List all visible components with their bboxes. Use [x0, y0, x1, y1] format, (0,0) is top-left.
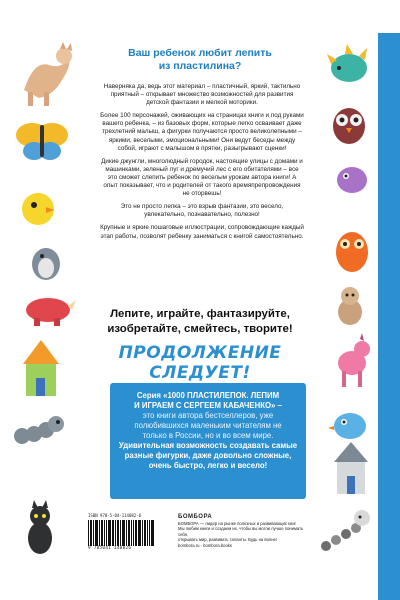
paragraph-5: Крупные и яркие пошаговые иллюстрации, сопровождающие каждый этап работы, позволят ребенку заниматься с книгой самостоятельно. — [100, 224, 304, 240]
publisher-line-4: bombora.ru · bombora.books — [178, 542, 232, 548]
isbn-text: ISBN 978-5-04-114082-6 — [88, 513, 141, 518]
clay-small-house-illustration — [330, 440, 372, 498]
clay-cat-illustration — [14, 40, 76, 110]
headline-line-1: Ваш ребенок любит лепить — [128, 47, 272, 59]
paragraph-2: Более 100 персонажей, оживающих на страницах книги и под руками вашего ребенка, – из базовых форм, которые легко осваивает даже трехлетний малыш, а фигурки получаются просто великолепными – яркими, веселыми, эмоциональными! Они ведут беседы между собой, играют с малышом в прятки, разыгрывают сценки! — [100, 112, 304, 152]
series-line-8: очень быстро, легко и весело! — [148, 461, 268, 470]
to-be-continued-heading: ПРОДОЛЖЕНИЕ СЛЕДУЕТ! — [118, 343, 282, 383]
publisher-info — [178, 515, 306, 548]
series-line-4: полюбившихся маленьким читателям не — [134, 421, 282, 430]
series-line-5: только в России, но и во всем мире. — [142, 431, 274, 440]
clay-bead-creature-illustration — [312, 500, 374, 560]
clay-penguin-illustration — [26, 238, 66, 282]
slogan — [72, 307, 328, 337]
slogan-line-2: изобретайте, смейтесь, творите! — [107, 323, 293, 335]
headline-line-2: из пластилина? — [158, 60, 242, 72]
paragraph-4: Это не просто лепка – это взрыв фантазии, это весело, увлекательно, познавательно, полезно! — [120, 203, 284, 219]
series-line-6: Удивительная возможность создавать самые — [118, 441, 298, 450]
clay-house-illustration — [18, 338, 64, 400]
series-info-box — [110, 383, 306, 499]
clay-deer-illustration — [326, 333, 374, 391]
clay-purple-fish-illustration — [332, 158, 372, 200]
clay-rhino-illustration — [20, 290, 76, 326]
clay-owl-illustration — [326, 98, 372, 146]
barcode-image — [88, 520, 166, 546]
clay-chick-illustration — [16, 183, 60, 227]
paragraph-3: Дикие джунгли, многолюдный городок, настоящие улицы с домами и машинками, зеленый луг и дремучий лес с его обитателями – все это сможет слепить ребенок по веселым урокам автора книги! А опыт показывает, что и родителей от такого времяпрепровождения не оторвешь! — [101, 157, 303, 198]
series-line-2: И ИГРАЕМ С СЕРГЕЕМ КАБАЧЕНКО» – — [134, 401, 282, 410]
publisher-brand: БОМБОРА — [178, 514, 213, 520]
clay-caterpillar-illustration — [12, 410, 64, 450]
clay-blue-bird-illustration — [328, 400, 372, 444]
slogan-line-1: Лепите, играйте, фантазируйте, — [110, 308, 290, 320]
clay-butterfly-illustration — [12, 115, 72, 165]
description-text — [100, 83, 304, 246]
clay-gnome-illustration — [330, 282, 370, 326]
spine-accent-bar — [378, 33, 400, 600]
paragraph-1: Наверняка да, ведь этот материал – пластичный, яркий, тактильно приятный – открывает множество возможностей для развития детской фантазии и мелкой моторики. — [103, 83, 301, 107]
series-line-3: это книги автора бестселлеров, уже — [142, 411, 274, 420]
series-line-7: разные фигурки, даже довольно сложные, — [124, 451, 292, 460]
clay-black-cat-illustration — [18, 498, 62, 558]
headline — [100, 47, 300, 73]
publisher-line-1: БОМБОРА — лидер на рынке полезных и развивающих книг — [178, 520, 297, 526]
barcode-block — [88, 513, 170, 553]
clay-owl-orange-illustration — [330, 222, 374, 276]
publisher-line-3: открывать мир, развивать таланты. Будь на волне! — [178, 537, 278, 542]
barcode-number: 9 785041 140826 — [88, 546, 132, 551]
publisher-line-2: Мы любим книги и создаем их, чтобы вы могли лучше понимать себя, — [178, 526, 304, 537]
series-line-1: Серия «1000 ПЛАСТИЛЕПОК. ЛЕПИМ — [136, 391, 280, 400]
clay-hedgehog-illustration — [325, 42, 373, 86]
